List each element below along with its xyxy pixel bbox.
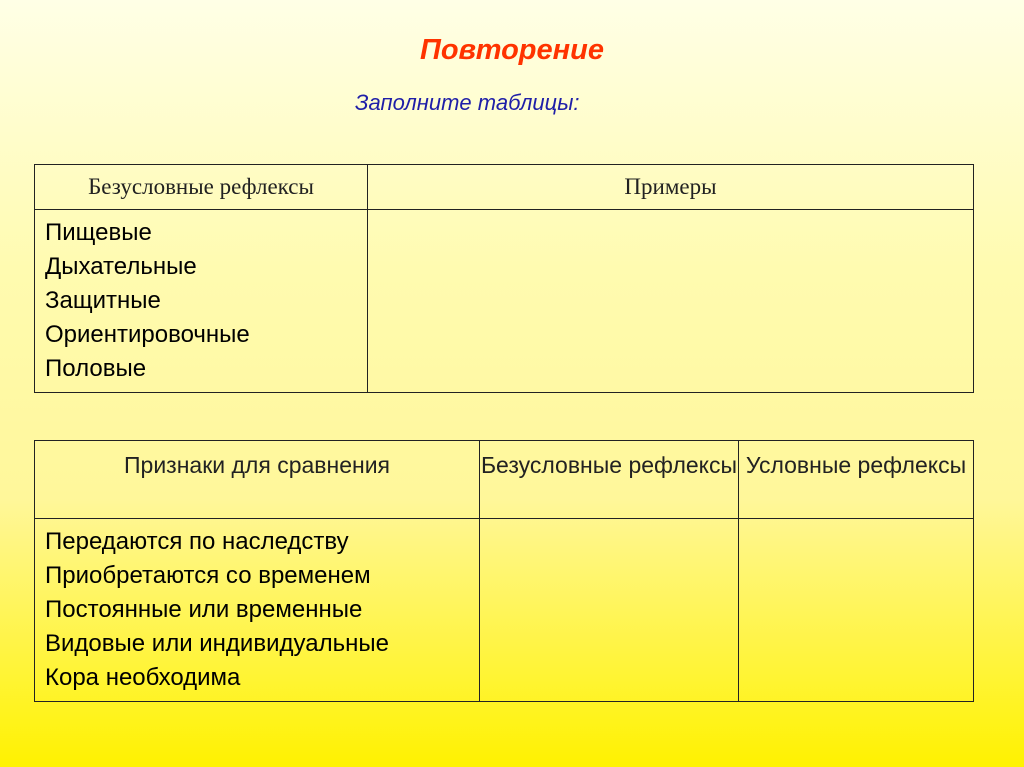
examples-empty-cell[interactable] — [368, 210, 974, 393]
header-comparison-criteria: Признаки для сравнения — [35, 441, 480, 519]
reflex-examples-table — [34, 164, 974, 393]
unconditioned-empty-cell[interactable] — [480, 519, 739, 702]
list-item: Дыхательные — [45, 253, 197, 280]
conditioned-empty-cell[interactable] — [739, 519, 974, 702]
table-header-row — [35, 165, 974, 210]
list-item: Передаются по наследству — [45, 528, 349, 555]
header-examples: Примеры — [368, 165, 974, 210]
list-item: Видовые или индивидуальные — [45, 630, 389, 657]
header-unconditioned: Безусловные рефлексы — [480, 441, 739, 519]
list-item: Приобретаются со временем — [45, 562, 371, 589]
criteria-cell — [35, 519, 480, 702]
reflex-types-cell — [35, 210, 368, 393]
list-item: Постоянные или временные — [45, 596, 363, 623]
reflex-comparison-table — [34, 440, 974, 702]
list-item: Защитные — [45, 287, 161, 314]
list-item: Кора необходима — [45, 664, 241, 691]
slide-title: Повторение — [419, 34, 605, 66]
list-item: Половые — [45, 355, 147, 382]
table-header-row — [35, 441, 974, 519]
list-item: Ориентировочные — [45, 321, 250, 348]
table-row — [35, 210, 974, 393]
header-unconditioned-reflexes: Безусловные рефлексы — [35, 165, 368, 210]
list-item: Пищевые — [45, 219, 152, 246]
table-row — [35, 519, 974, 702]
header-conditioned: Условные рефлексы — [739, 441, 974, 519]
slide-subtitle: Заполните таблицы: — [355, 90, 580, 115]
